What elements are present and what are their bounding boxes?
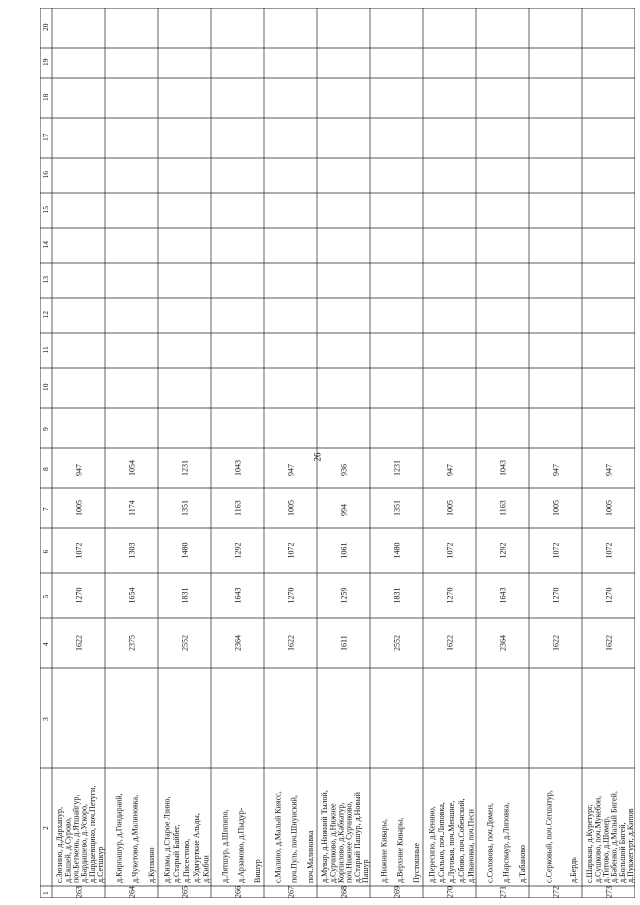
- row-number: 263: [74, 886, 84, 898]
- settlement-list: с.Шарькан, д.Куретург,: [585, 804, 595, 883]
- row-number: 264: [127, 886, 137, 898]
- settlement-list: поч.Нижнее Сурчиково,: [344, 801, 354, 883]
- settlement-list: д.Удмурткие Альды,: [191, 813, 201, 883]
- value-cell: 1643: [498, 587, 508, 604]
- table-grid: [40, 8, 635, 898]
- column-number: 7: [41, 507, 50, 511]
- value-cell: 1622: [74, 635, 84, 651]
- settlement-list: д.Ивановка, поч.Песи: [466, 809, 476, 883]
- value-cell: 1054: [127, 460, 137, 476]
- settlement-list: д.Бардашево, д.Ускоро,: [79, 804, 89, 883]
- value-cell: 1622: [604, 635, 614, 651]
- column-number: 12: [41, 311, 50, 319]
- settlement-list: д.Луговая, поч.Меншне,: [446, 800, 456, 883]
- value-cell: 2375: [127, 635, 137, 651]
- settlement-list: д.Пукжегурт, д.Кипов: [625, 808, 635, 883]
- settlement-list: поч.Бетмень, д.Ятшайгур,: [71, 794, 81, 883]
- column-number: 19: [41, 58, 50, 66]
- value-cell: 1005: [604, 500, 614, 516]
- value-cell: 1259: [339, 587, 349, 604]
- settlement-list: д.Лятшур, д.Шипяпо,: [220, 809, 230, 883]
- settlement-list: д.Кизма, д.Старое Лзино,: [162, 796, 172, 883]
- value-cell: 1043: [233, 460, 243, 476]
- value-cell: 1270: [551, 587, 561, 604]
- settlement-list: д.Верхние Кивары,: [395, 817, 405, 883]
- settlement-list: д.Екшей, д.Сурово,: [63, 817, 73, 883]
- value-cell: 1622: [551, 635, 561, 651]
- column-number: 4: [41, 642, 50, 646]
- value-cell: 1231: [180, 460, 190, 476]
- value-cell: 1480: [180, 542, 190, 559]
- row-number: 273: [604, 886, 614, 898]
- settlement-list: д.Бабенко, д.Малый Бигей,: [609, 791, 619, 883]
- value-cell: 1163: [233, 500, 243, 516]
- row-number: 269: [392, 886, 402, 898]
- settlement-list: д.Сбово, поч.Собенский,: [456, 798, 466, 883]
- column-number: 15: [41, 206, 50, 214]
- settlement-list: д.Кирпашур, д.Гондараий,: [114, 793, 124, 883]
- value-cell: 1622: [445, 635, 455, 651]
- settlement-list: д.Мувар, д.Нижний Тылой,: [320, 790, 330, 883]
- settlement-list: д.Нарсмаур, д.Липовка,: [501, 802, 511, 883]
- value-cell: 994: [339, 504, 349, 516]
- settlement-list: д.Нижние Кивары,: [379, 819, 389, 883]
- value-cell: 1072: [286, 542, 296, 559]
- value-cell: 1072: [74, 542, 84, 559]
- value-cell: 1061: [339, 542, 349, 559]
- value-cell: 1480: [392, 542, 402, 559]
- value-cell: 1005: [286, 500, 296, 516]
- column-number: 16: [41, 171, 50, 179]
- row-number: 272: [551, 886, 561, 898]
- value-cell: 1643: [233, 587, 243, 604]
- row-number: 270: [445, 886, 455, 898]
- value-cell: 947: [445, 464, 455, 476]
- value-cell: 947: [74, 464, 84, 476]
- column-number: 8: [41, 467, 50, 471]
- settlement-list: с.Малино, д.Малый Киясс,: [273, 791, 283, 883]
- value-cell: 1072: [445, 542, 455, 559]
- value-cell: 1622: [286, 635, 296, 651]
- page-number: 26: [312, 452, 323, 462]
- value-cell: 1654: [127, 587, 137, 604]
- value-cell: 947: [286, 464, 296, 476]
- settlement-list: д.Сушково, поч.Мукебон,: [593, 795, 603, 883]
- data-table: [40, 8, 635, 898]
- settlement-list: Вишур: [252, 859, 262, 883]
- settlement-list: д.Сильно, поч.Липовка,: [437, 802, 447, 883]
- value-cell: 1303: [127, 542, 137, 559]
- settlement-list: д.Бердь: [568, 857, 578, 883]
- settlement-list: д.Купкино: [146, 847, 156, 883]
- value-cell: 1174: [127, 500, 137, 516]
- settlement-list: д.Кибчи: [201, 855, 211, 883]
- column-number: 20: [41, 23, 50, 31]
- value-cell: 2552: [180, 635, 190, 651]
- value-cell: 1292: [233, 542, 243, 559]
- settlement-list: Корпилово, д.Кабкатур,: [336, 802, 346, 883]
- column-number: 13: [41, 276, 50, 284]
- row-number: 266: [233, 886, 243, 898]
- value-cell: 1351: [392, 500, 402, 516]
- value-cell: 1611: [339, 635, 349, 651]
- value-cell: 1831: [180, 587, 190, 604]
- column-number: 11: [41, 346, 50, 354]
- settlement-list: д.Пересипо, д.Кенино,: [427, 806, 437, 883]
- settlement-list: поч.Пуль, поч.Шнуиский,: [289, 795, 299, 883]
- settlement-list: с.Серковый, поч.Сегшатур,: [544, 790, 554, 883]
- column-number: 1: [41, 891, 50, 895]
- settlement-list: Пустошные: [411, 842, 421, 883]
- value-cell: 1231: [392, 460, 402, 476]
- settlement-list: д.Пардаевщино, поч.Петуги,: [87, 785, 97, 883]
- settlement-list: д.Сурчиково, д.Нижнее: [328, 803, 338, 883]
- value-cell: 1163: [498, 500, 508, 516]
- settlement-list: д.Табаново: [517, 845, 527, 883]
- value-cell: 1270: [286, 587, 296, 604]
- value-cell: 1072: [604, 542, 614, 559]
- settlement-list: д.Арзамово, д.Пыдур-: [236, 807, 246, 883]
- column-number: 6: [41, 549, 50, 554]
- settlement-list: д.Старый Пашур, д.Новый: [352, 792, 362, 883]
- value-cell: 947: [551, 464, 561, 476]
- row-number: 265: [180, 886, 190, 898]
- value-cell: 2364: [233, 635, 243, 651]
- settlement-list: с.Зюзино, д.Дархапур,: [55, 807, 65, 883]
- value-cell: 1005: [74, 500, 84, 516]
- settlement-list: Пашур: [360, 859, 370, 883]
- value-cell: 1072: [551, 542, 561, 559]
- value-cell: 1005: [551, 500, 561, 516]
- column-number: 14: [41, 241, 50, 249]
- column-number: 3: [41, 717, 50, 721]
- value-cell: 1043: [498, 460, 508, 476]
- column-number: 9: [41, 427, 50, 431]
- value-cell: 1270: [604, 587, 614, 604]
- value-cell: 2364: [498, 635, 508, 651]
- value-cell: 1270: [445, 587, 455, 604]
- settlement-list: д.Писестово,: [181, 838, 191, 883]
- row-number: 268: [339, 886, 349, 898]
- settlement-list: д.Сетшкур: [95, 846, 105, 883]
- value-cell: 936: [339, 464, 349, 476]
- value-cell: 2552: [392, 635, 402, 651]
- value-cell: 947: [604, 464, 614, 476]
- settlement-list: д.Старый Байбег,: [172, 824, 182, 883]
- column-number: 5: [41, 594, 50, 599]
- settlement-list: поч.Малиновка: [305, 830, 315, 883]
- column-number: 10: [41, 383, 50, 391]
- settlement-list: д.Большой Бигей,: [617, 822, 627, 883]
- value-cell: 1005: [445, 500, 455, 516]
- value-cell: 1270: [74, 587, 84, 604]
- settlement-list: д.Чукетово, д.Малиновка,: [130, 794, 140, 883]
- settlement-list: с.Соловова, поч.Домен,: [485, 802, 495, 883]
- row-number: 267: [286, 886, 296, 898]
- settlement-list: д.Титово, д.Шомер,: [601, 816, 611, 883]
- column-number: 2: [41, 826, 50, 830]
- value-cell: 1292: [498, 542, 508, 559]
- column-number: 18: [41, 93, 50, 101]
- value-cell: 1351: [180, 500, 190, 516]
- row-number: 271: [498, 886, 508, 898]
- column-number: 17: [41, 133, 50, 141]
- value-cell: 1831: [392, 587, 402, 604]
